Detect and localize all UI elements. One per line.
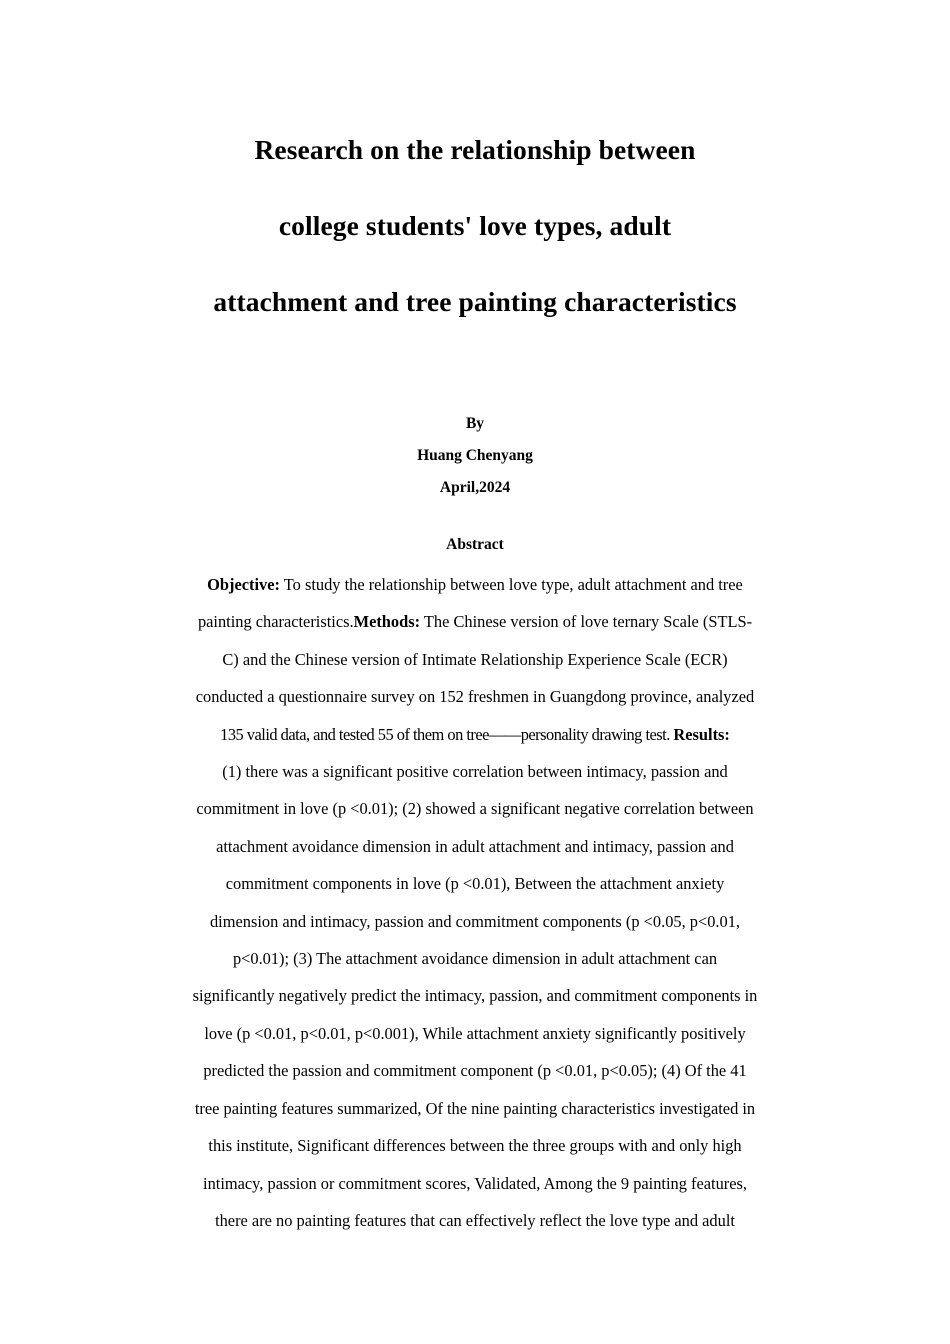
abstract-line-5	[137, 716, 813, 753]
abstract-body	[137, 566, 813, 1239]
abstract-line-2-pre: painting characteristics.	[197, 612, 354, 632]
abstract-line-6: (1) there was a significant positive correlation between intimacy, passion and	[222, 762, 728, 782]
abstract-label-results: Results:	[673, 724, 730, 744]
title-line-1: Research on the relationship between	[254, 134, 696, 165]
abstract-line-1	[137, 566, 813, 603]
title-line-2: college students' love types, adult	[278, 210, 672, 241]
abstract-line-15: tree painting features summarized, Of the nine painting characteristics investigated in	[194, 1098, 756, 1118]
abstract-line-9: commitment components in love (p <0.01), Between the attachment anxiety	[225, 874, 725, 894]
abstract-line-8: attachment avoidance dimension in adult attachment and intimacy, passion and	[216, 836, 734, 856]
abstract-line-7: commitment in love (p <0.01); (2) showed a significant negative correlation between	[196, 799, 754, 819]
abstract-line-16: this institute, Significant differences between the three groups with and only high	[208, 1136, 742, 1156]
abstract-line-4: conducted a questionnaire survey on 152 freshmen in Guangdong province, analyzed	[195, 687, 755, 707]
abstract-line-2-post: The Chinese version of love ternary Scale (STLS-	[420, 612, 753, 632]
abstract-line-3: C) and the Chinese version of Intimate Relationship Experience Scale (ECR)	[222, 649, 728, 669]
abstract-label-objective: Objective:	[207, 575, 280, 594]
title-line-3: attachment and tree painting characteristics	[213, 286, 737, 317]
byline-date: April,2024	[439, 479, 511, 496]
abstract-line-11: p<0.01); (3) The attachment avoidance dimension in adult attachment can	[232, 949, 718, 969]
abstract-line-2	[137, 603, 813, 640]
byline-by-label: By	[465, 415, 485, 432]
abstract-line-18: there are no painting features that can effectively reflect the love type and adult	[215, 1210, 735, 1230]
abstract-line-5-pre: 135 valid data, and tested 55 of them on tree——personality drawing test.	[220, 724, 674, 744]
abstract-line-13: love (p <0.01, p<0.01, p<0.001), While attachment anxiety significantly positively	[204, 1023, 746, 1043]
document-title	[0, 112, 950, 340]
abstract-heading: Abstract	[446, 536, 504, 553]
byline	[0, 408, 950, 504]
byline-author: Huang Chenyang	[417, 447, 533, 464]
abstract-label-methods: Methods:	[353, 612, 421, 632]
abstract-line-10: dimension and intimacy, passion and commitment components (p <0.05, p<0.01,	[209, 911, 740, 931]
abstract-line-1-text: To study the relationship between love type, adult attachment and tree	[280, 575, 743, 594]
abstract-line-12: significantly negatively predict the intimacy, passion, and commitment components in	[192, 986, 758, 1006]
abstract-line-14: predicted the passion and commitment component (p <0.01, p<0.05); (4) Of the 41	[203, 1061, 747, 1081]
abstract-line-17: intimacy, passion or commitment scores, Validated, Among the 9 painting features,	[203, 1173, 747, 1193]
